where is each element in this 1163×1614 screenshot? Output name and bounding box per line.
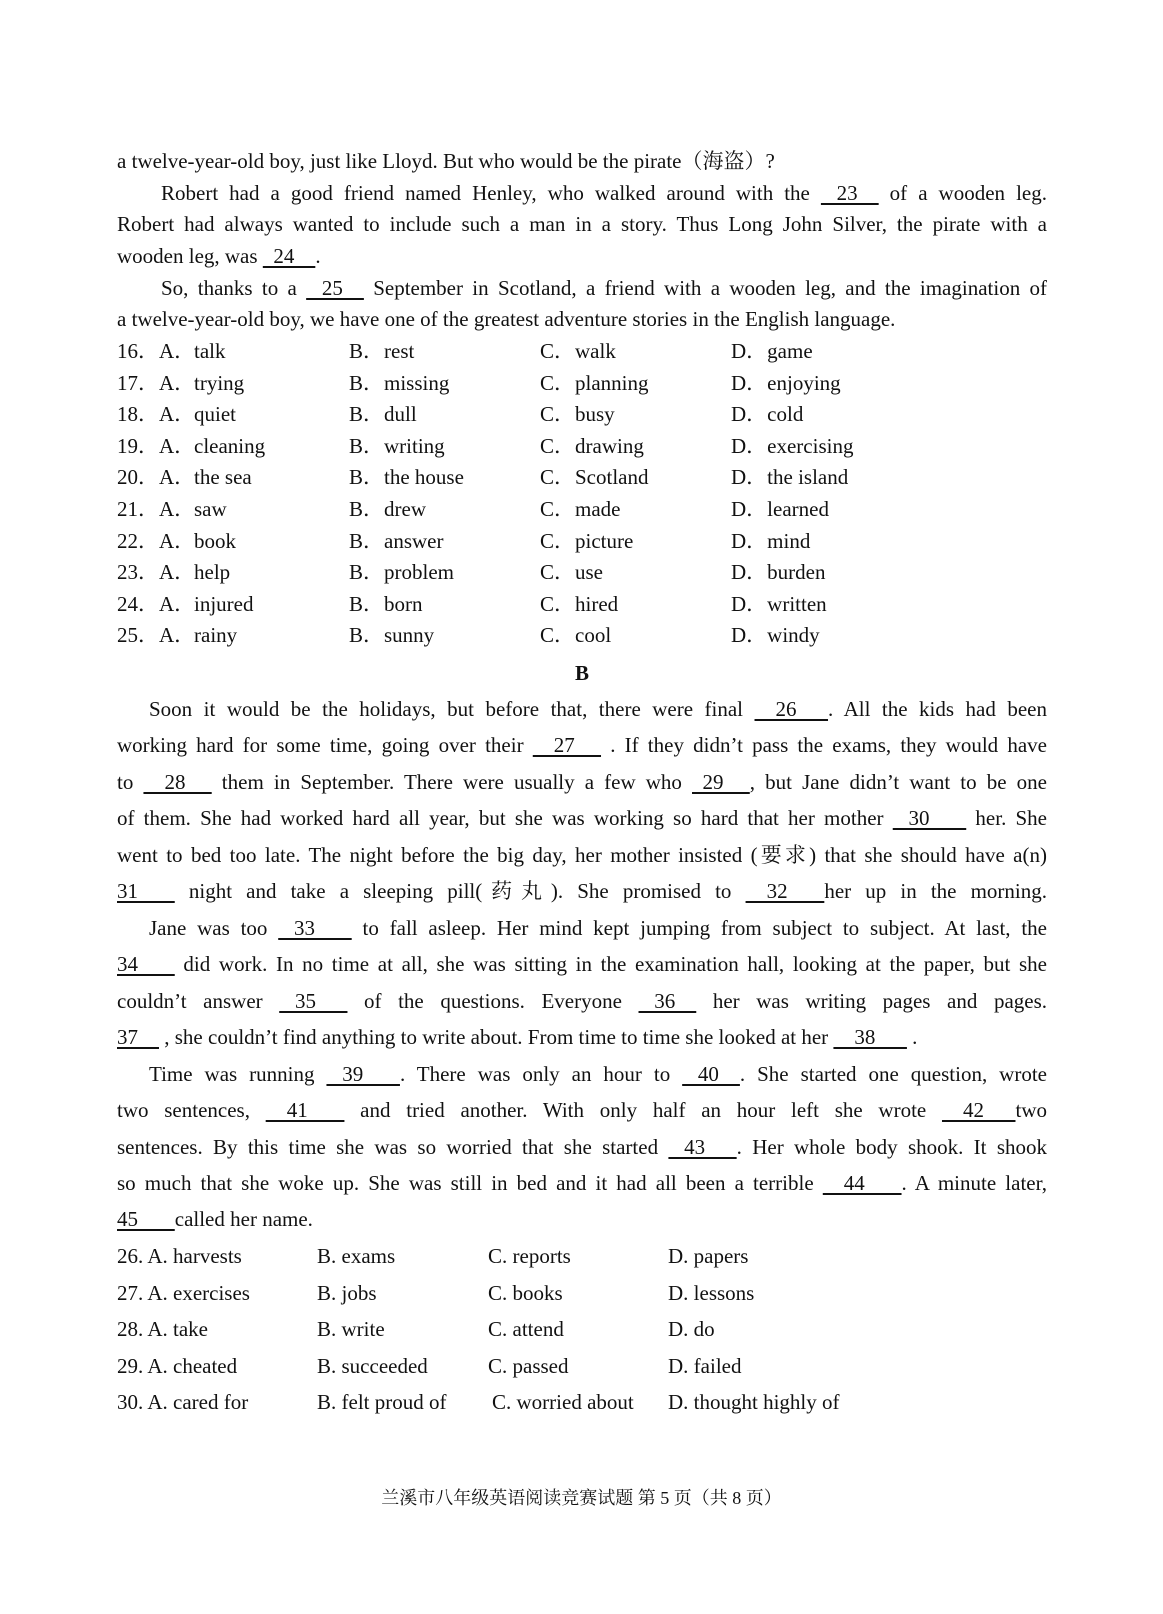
text-segment: So, thanks to a xyxy=(161,276,307,300)
option-a[interactable]: 28. A. take xyxy=(117,1317,208,1341)
text-segment: wooden leg, was xyxy=(117,244,263,268)
option-d[interactable]: D．game xyxy=(731,339,813,363)
option-b[interactable]: B．answer xyxy=(349,528,444,553)
text-segment: two sentences, xyxy=(117,1098,266,1122)
option-d[interactable]: D. lessons xyxy=(668,1280,755,1305)
answer-blank: 35 xyxy=(279,989,348,1013)
text-segment: Soon it would be the holidays, but before that, there were final xyxy=(149,697,755,721)
answer-blank: 42 xyxy=(941,1098,1016,1122)
text-segment: , but Jane didn’t want to be one xyxy=(749,770,1047,794)
option-b[interactable]: B. exams xyxy=(317,1244,396,1268)
text-segment: . Her whole body shook. It shook xyxy=(736,1135,1047,1159)
option-a[interactable]: talk xyxy=(194,339,226,363)
text-line xyxy=(117,1132,1047,1162)
text-line xyxy=(117,1095,1047,1125)
text-segment: . There was only an hour to xyxy=(399,1062,683,1086)
text-segment: to fall asleep. Her mind kept jumping from subject to subject. At last, the xyxy=(351,916,1047,940)
question-number: 24．A． xyxy=(117,591,196,616)
text-line xyxy=(117,803,1047,833)
option-c[interactable]: C. reports xyxy=(488,1244,571,1268)
text-segment: them in September. There were usually a few who xyxy=(211,770,693,794)
answer-blank: 23 xyxy=(820,181,879,205)
text-segment: . All the kids had been xyxy=(828,697,1047,721)
text-line xyxy=(117,146,1047,176)
option-b[interactable]: B．born xyxy=(349,591,423,616)
text-segment: Robert had a good friend named Henley, who walked around with the xyxy=(161,181,821,205)
text-segment: her up in the morning. xyxy=(824,879,1048,903)
answer-blank: 33 xyxy=(278,916,352,940)
question-number: 22．A． xyxy=(117,528,196,553)
answer-blank: 31 xyxy=(117,879,175,903)
answer-blank: 34 xyxy=(117,952,175,976)
option-c[interactable]: C．picture xyxy=(540,528,634,553)
text-segment: couldn’t answer xyxy=(117,989,280,1013)
text-segment: September in Scotland, a friend with a wooden leg, and the imagination of xyxy=(363,276,1048,300)
option-b[interactable]: B. succeeded xyxy=(317,1353,428,1378)
option-d[interactable]: D．exercising xyxy=(731,433,854,458)
option-d[interactable]: D．learned xyxy=(731,497,829,521)
text-line xyxy=(117,876,1047,906)
option-c[interactable]: C．busy xyxy=(540,402,615,427)
text-segment: of the questions. Everyone xyxy=(347,989,639,1013)
answer-blank: 36 xyxy=(638,989,697,1013)
option-c[interactable]: C. books xyxy=(488,1280,563,1305)
text-line xyxy=(117,1168,1047,1198)
option-c[interactable]: C．planning xyxy=(540,370,649,395)
answer-blank: 26 xyxy=(754,697,829,721)
option-d[interactable]: D．written xyxy=(731,591,827,616)
answer-blank: 37 xyxy=(117,1025,159,1049)
answer-blank: 25 xyxy=(306,276,364,300)
option-b[interactable]: B．dull xyxy=(349,402,417,427)
text-segment: working hard for some time, going over their xyxy=(117,733,533,757)
text-line xyxy=(117,304,1047,334)
text-line xyxy=(117,949,1047,979)
text-line xyxy=(117,273,1047,303)
question-number: 21．A． xyxy=(117,497,196,521)
option-b[interactable]: B．writing xyxy=(349,433,445,458)
option-d[interactable]: D．mind xyxy=(731,528,811,553)
option-a[interactable]: cleaning xyxy=(194,433,266,458)
option-d[interactable]: D．windy xyxy=(731,623,820,648)
option-b[interactable]: B. jobs xyxy=(317,1280,377,1305)
option-b[interactable]: B．problem xyxy=(349,560,454,585)
text-segment: Robert had always wanted to include such a man in a story. Thus Long John Silver, the pirate with a xyxy=(117,212,1047,236)
text-segment: sentences. By this time she was so worried that she started xyxy=(117,1135,669,1159)
text-line xyxy=(117,209,1047,239)
option-a[interactable]: saw xyxy=(194,497,227,521)
answer-blank: 29 xyxy=(692,770,750,794)
text-segment: her. She xyxy=(966,806,1048,830)
option-c[interactable]: C．cool xyxy=(540,623,612,648)
answer-blank: 24 xyxy=(262,244,316,268)
option-b[interactable]: B．rest xyxy=(349,339,415,363)
text-segment: . xyxy=(315,244,321,268)
question-number: 16．A． xyxy=(117,339,196,363)
option-a[interactable]: injured xyxy=(194,591,254,616)
option-b[interactable]: B．sunny xyxy=(349,623,435,648)
option-d[interactable]: D．cold xyxy=(731,402,804,427)
answer-blank: 28 xyxy=(143,770,212,794)
option-c[interactable]: C．walk xyxy=(540,339,616,363)
text-line xyxy=(117,694,1047,724)
text-segment: to xyxy=(117,770,144,794)
text-segment: . If they didn’t pass the exams, they would have xyxy=(601,733,1047,757)
option-b[interactable]: B．missing xyxy=(349,370,450,395)
option-c[interactable]: C. worried about xyxy=(492,1390,634,1414)
text-segment: two xyxy=(1015,1098,1047,1122)
option-d[interactable]: D. papers xyxy=(668,1244,749,1268)
text-line xyxy=(117,986,1047,1016)
text-segment: . A minute later, xyxy=(901,1171,1048,1195)
question-number: 18．A． xyxy=(117,402,196,427)
answer-blank: 41 xyxy=(265,1098,345,1122)
option-a[interactable]: 29. A. cheated xyxy=(117,1353,238,1378)
option-c[interactable]: C．hired xyxy=(540,591,619,616)
text-segment: Time was running xyxy=(149,1062,327,1086)
question-number: 19．A． xyxy=(117,433,196,458)
text-segment: a twelve-year-old boy, we have one of the greatest adventure stories in the English language. xyxy=(117,307,896,331)
option-c[interactable]: C．Scotland xyxy=(540,465,649,490)
answer-blank: 32 xyxy=(745,879,825,903)
text-line xyxy=(117,1022,1047,1052)
text-segment: , she couldn’t find anything to write about. From time to time she looked at her xyxy=(159,1025,834,1049)
text-segment: called her name. xyxy=(174,1207,313,1231)
text-segment: Jane was too xyxy=(149,916,279,940)
text-line xyxy=(117,178,1047,208)
option-c[interactable]: C．drawing xyxy=(540,433,644,458)
section-b-title: B xyxy=(574,661,589,685)
text-segment: a twelve-year-old boy, just like Lloyd. But who would be the pirate（海盗）? xyxy=(117,149,775,173)
text-line xyxy=(117,767,1047,797)
text-segment: . She started one question, wrote xyxy=(739,1062,1047,1086)
question-number: 23．A． xyxy=(117,560,196,585)
question-number: 17．A． xyxy=(117,370,196,395)
option-c[interactable]: C．made xyxy=(540,497,621,521)
answer-blank: 27 xyxy=(532,733,602,757)
option-c[interactable]: C．use xyxy=(540,560,603,585)
option-a[interactable]: 26. A. harvests xyxy=(117,1244,242,1268)
option-b[interactable]: B．drew xyxy=(349,497,426,521)
option-d[interactable]: D．burden xyxy=(731,560,826,585)
option-d[interactable]: D．the island xyxy=(731,465,849,490)
option-a[interactable]: help xyxy=(194,560,231,585)
text-segment: so much that she woke up. She was still in bed and it had all been a terrible xyxy=(117,1171,823,1195)
answer-blank: 43 xyxy=(668,1135,737,1159)
text-line xyxy=(117,840,1047,870)
text-segment: her was writing pages and pages. xyxy=(696,989,1048,1013)
text-line xyxy=(117,1059,1047,1089)
option-c[interactable]: C. passed xyxy=(488,1353,569,1378)
option-a[interactable]: book xyxy=(194,528,236,553)
option-d[interactable]: D. thought highly of xyxy=(668,1390,840,1414)
option-d[interactable]: D. do xyxy=(668,1317,715,1341)
page-footer: 兰溪市八年级英语阅读竞赛试题 第 5 页（共 8 页） xyxy=(381,1488,782,1508)
text-line xyxy=(117,913,1047,943)
option-c[interactable]: C. attend xyxy=(488,1317,564,1341)
option-b[interactable]: B. write xyxy=(317,1317,385,1341)
text-segment: night and take a sleeping pill(药丸). She promised to xyxy=(174,879,746,903)
text-segment: and tried another. With only half an hour left she wrote xyxy=(344,1098,942,1122)
answer-blank: 45 xyxy=(117,1207,175,1231)
question-number: 25．A． xyxy=(117,623,196,648)
option-a[interactable]: 27. A. exercises xyxy=(117,1280,250,1305)
option-b[interactable]: B．the house xyxy=(349,465,464,490)
text-segment: did work. In no time at all, she was sitting in the examination hall, looking at the paper, but she xyxy=(174,952,1047,976)
question-number: 20．A． xyxy=(117,465,196,490)
text-segment: . xyxy=(906,1025,918,1049)
option-a[interactable]: trying xyxy=(194,370,245,395)
answer-blank: 44 xyxy=(822,1171,902,1195)
answer-blank: 39 xyxy=(326,1062,400,1086)
option-a[interactable]: the sea xyxy=(194,465,252,490)
option-a[interactable]: 30. A. cared for xyxy=(117,1390,249,1414)
text-segment: of a wooden leg. xyxy=(878,181,1047,205)
answer-blank: 38 xyxy=(833,1025,907,1049)
answer-blank: 40 xyxy=(682,1062,740,1086)
option-a[interactable]: rainy xyxy=(194,623,238,648)
text-segment: went to bed too late. The night before the big day, her mother insisted (要求) that she should have a(n) xyxy=(117,843,1047,867)
text-line xyxy=(117,730,1047,760)
answer-blank: 30 xyxy=(892,806,967,830)
option-d[interactable]: D. failed xyxy=(668,1353,742,1378)
option-b[interactable]: B. felt proud of xyxy=(317,1390,447,1414)
option-d[interactable]: D．enjoying xyxy=(731,370,841,395)
text-segment: of them. She had worked hard all year, but she was working so hard that her mother xyxy=(117,806,893,830)
text-line xyxy=(117,1204,1047,1234)
text-line xyxy=(117,241,1047,271)
option-a[interactable]: quiet xyxy=(194,402,236,427)
